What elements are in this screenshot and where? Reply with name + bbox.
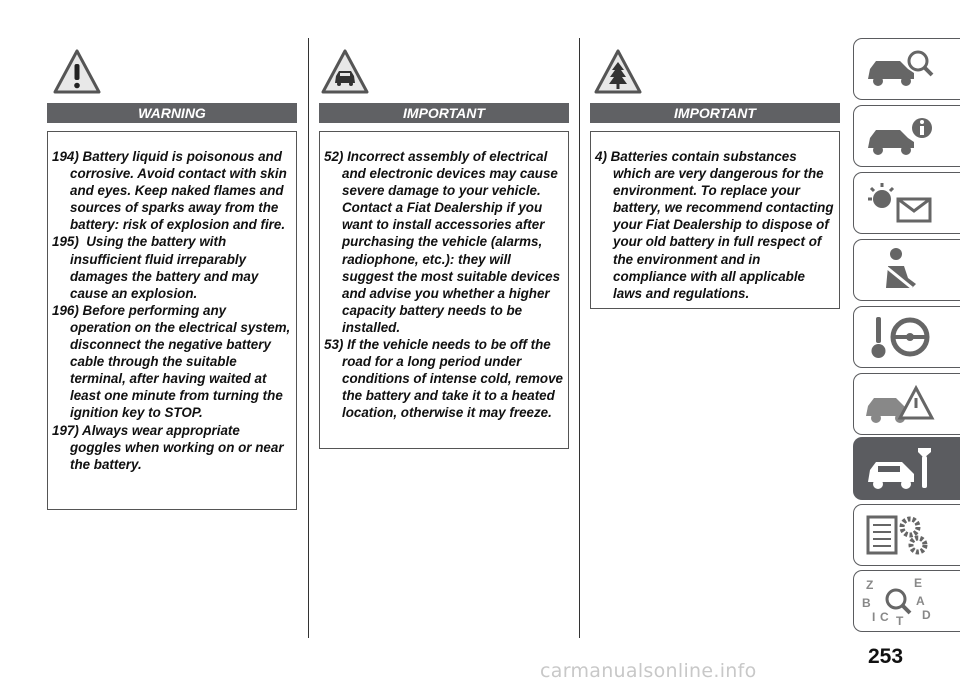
key-steering-wheel-icon [860,311,940,363]
list-item: 4) Batteries contain substances which are very dangerous for the environment. To replace your battery, we recommend contacting your Fiat Dealership to dispose of your old battery in full respect of the environment and in compliance with all applicable laws and regulations. [595,149,834,301]
tab-warning-lights[interactable] [853,172,960,234]
column-divider [579,38,580,638]
exclamation-warning-icon [52,48,102,96]
seatbelt-safety-icon [860,244,940,296]
car-maintenance-icon [860,442,940,494]
tab-car-info[interactable] [853,105,960,167]
svg-text:I: I [872,610,876,624]
svg-text:Z: Z [866,578,874,592]
svg-text:D: D [922,608,931,622]
important-box-1 [319,131,569,449]
svg-text:E: E [914,576,923,590]
warning-light-message-icon [860,177,940,229]
list-item: 53) If the vehicle needs to be off the road for a long period under conditions of intense cold, remove the battery and take it to a heated location, otherwise it may freeze. [324,337,563,421]
svg-text:C: C [880,610,889,624]
environment-warning-icon [593,48,643,96]
warning-box [47,131,297,510]
list-item: 194) Battery liquid is poisonous and corrosive. Avoid contact with skin and eyes. Keep naked flames and sources of sparks away from the battery: risk of explosion and fire. [52,149,287,233]
svg-text:B: B [862,596,871,610]
watermark: carmanualsonline.info [540,660,757,682]
list-item: 196) Before performing any operation on the electrical system, disconnect the negative battery cable through the suitable terminal, after having waited at least one minute from turning the ignition key to STOP. [52,302,291,421]
tab-safety[interactable] [853,239,960,301]
important-header-2: IMPORTANT [590,103,840,123]
important-header-1: IMPORTANT [319,103,569,123]
tab-technical-data[interactable] [853,504,960,566]
technical-data-icon [860,509,940,561]
page-number: 253 [868,645,904,668]
svg-text:T: T [896,614,904,627]
list-item: 197) Always wear appropriate goggles when working on or near the battery. [52,422,284,472]
car-info-icon [860,110,940,162]
important-box-2 [590,131,840,309]
tab-starting-driving[interactable] [853,306,960,368]
list-item: 195) Using the battery with insufficient fluid irreparably damages the battery and may cause an explosion. [52,234,259,301]
car-search-icon [860,43,940,95]
tab-car-search[interactable] [853,38,960,100]
list-item: 52) Incorrect assembly of electrical and electronic devices may cause severe damage to your vehicle. Contact a Fiat Dealership if you want to install accessories after purchasing the vehicle (alarms, radiophone, etc.): they will suggest the most suitable devices and advise you whether a higher capacity battery needs to be installed. [324,149,561,335]
tab-emergency[interactable] [853,373,960,435]
alphabetical-index-icon [860,575,940,627]
column-divider [308,38,309,638]
warning-header: WARNING [47,103,297,123]
car-warning-icon [320,48,370,96]
car-emergency-icon [860,378,940,430]
tab-alphabetical-index[interactable] [853,570,960,632]
tab-maintenance[interactable] [853,437,960,500]
svg-text:A: A [916,594,925,608]
